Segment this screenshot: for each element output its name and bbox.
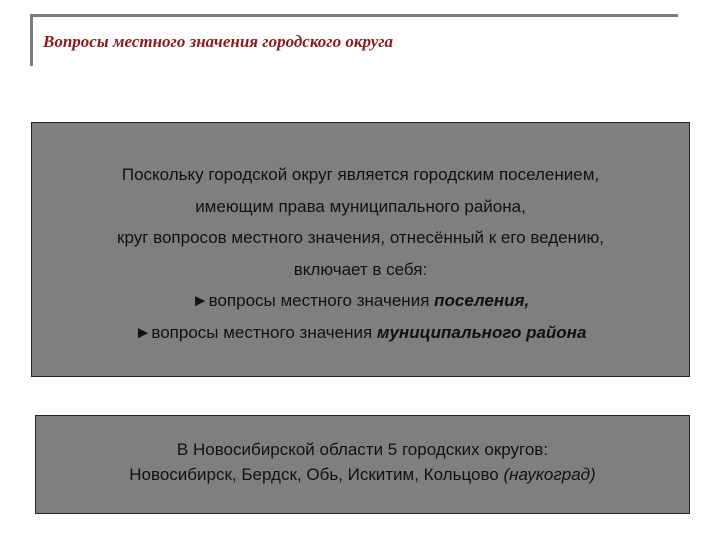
bullet-item-district-emphasis: муниципального района [376, 322, 587, 342]
cities-heading: В Новосибирской области 5 городских округов: [176, 440, 549, 459]
bullet-item-settlement-text: вопросы местного значения [208, 291, 435, 310]
frame-top-rule [30, 14, 678, 17]
bullet-item-district-text: вопросы местного значения [151, 322, 377, 342]
bullet-item-settlement-emphasis: поселения, [434, 291, 530, 310]
explanation-box [31, 122, 690, 377]
title-frame [30, 14, 680, 66]
frame-left-rule [30, 14, 33, 66]
bullet-item-district [32, 317, 689, 349]
page-title: Вопросы местного значения городского округа [43, 32, 394, 51]
cities-box [35, 415, 690, 514]
cities-list-text: Новосибирск, Бердск, Обь, Искитим, Кольцово [129, 465, 504, 484]
explanation-line-4: включает в себя: [293, 259, 428, 279]
explanation-line-2: имеющим права муниципального района, [195, 196, 526, 216]
explanation-line-1: Поскольку городской округ является городским поселением, [121, 165, 600, 184]
explanation-line-3: круг вопросов местного значения, отнесённый к его ведению, [117, 228, 604, 247]
bullet-item-settlement [32, 285, 689, 317]
black-right-pointer-icon: ► [191, 291, 209, 310]
naukograd-note: (наукоград) [503, 465, 596, 484]
black-right-pointer-icon: ► [134, 322, 152, 342]
cities-list [36, 462, 689, 487]
